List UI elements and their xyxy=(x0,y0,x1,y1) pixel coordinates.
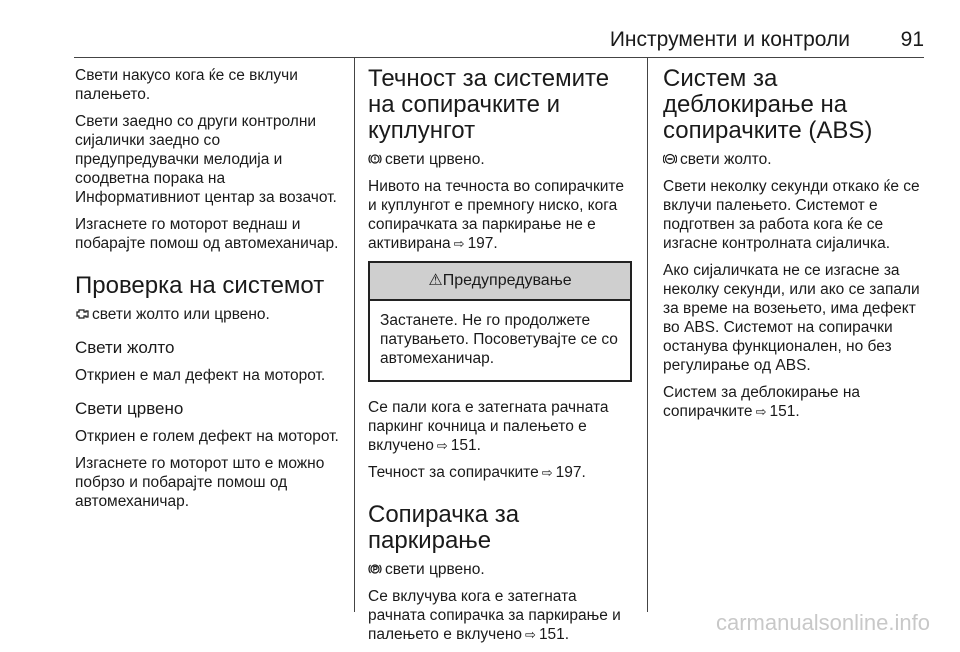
watermark: carmanualsonline.info xyxy=(715,610,930,635)
section-heading-parking-brake: Сопирачка за паркирање xyxy=(368,501,520,554)
page-reference-link[interactable]: 151. xyxy=(538,626,570,643)
column-1 xyxy=(75,66,345,519)
paragraph: Свети неколку секунди откако ќе се вклучи палењето. Системот е подготвен за работа кога ќе се изгасне контролната сијаличка. xyxy=(663,178,920,252)
section-heading-abs: Систем за деблокирање на сопирачките (ABS) xyxy=(663,65,873,144)
paragraph: Изгаснете го моторот што е можно побрзо и побарајте помош од автомеханичар. xyxy=(75,455,325,510)
warning-body xyxy=(370,301,630,380)
column-divider-2 xyxy=(647,58,648,612)
brake-fluid-reference-text: Течност за сопирачките xyxy=(368,464,539,481)
paragraph: Откриен е голем дефект на моторот. xyxy=(75,428,339,445)
warning-triangle-icon: ⚠ xyxy=(428,272,443,289)
page-reference-arrow-icon: ⇨ xyxy=(453,236,465,251)
warning-header xyxy=(370,263,630,301)
paragraph xyxy=(663,383,931,421)
section-heading-brake-fluid: Течност за системите на сопирачките и куплунгот xyxy=(368,65,610,144)
page-reference-arrow-icon: ⇨ xyxy=(541,465,553,480)
paragraph xyxy=(663,150,931,169)
abs-icon xyxy=(663,152,677,166)
paragraph xyxy=(368,463,632,482)
parking-brake-text: Се вклучува кога е затегната рачната сопирачка за паркирање и палењето е вклучено xyxy=(368,588,621,643)
paragraph xyxy=(368,177,632,253)
subheading-red: Свети црвено xyxy=(75,399,184,418)
warning-text: Застанете. Не го продолжете патувањето. Посоветувајте се со автомеханичар. xyxy=(380,312,618,367)
page-reference-link[interactable]: 151. xyxy=(450,437,481,454)
header-title: Инструменти и контроли xyxy=(609,28,850,51)
page-reference-link[interactable]: 197. xyxy=(467,235,498,252)
paragraph: Ако сијаличката не се изгасне за неколку секунди, или ако се запали за време на возењето, има дефект во ABS. Системот на сопирачки останува функционален, но без регулирање од ABS. xyxy=(663,262,920,374)
column-3 xyxy=(663,66,931,429)
page-reference-arrow-icon: ⇨ xyxy=(755,404,767,419)
brake-fluid-icon-text: свети црвено. xyxy=(385,151,485,168)
brake-fluid-text: Нивото на течноста во сопирачките и куплунгот е премногу ниско, кога сопирачката за паркирање не е активирана xyxy=(368,178,624,252)
page-reference-link[interactable]: 197. xyxy=(555,464,586,481)
paragraph xyxy=(368,398,632,455)
paragraph xyxy=(75,305,345,324)
page-header xyxy=(0,0,960,60)
header-rule xyxy=(74,57,924,58)
paragraph: Изгаснете го моторот веднаш и побарајте помош од автомеханичар. xyxy=(75,216,339,252)
page-reference-arrow-icon: ⇨ xyxy=(436,438,448,453)
page-reference-arrow-icon: ⇨ xyxy=(525,627,536,642)
paragraph xyxy=(368,587,632,644)
brake-fluid-icon xyxy=(368,152,382,166)
paragraph: Откриен е мал дефект на моторот. xyxy=(75,367,326,384)
paragraph: Свети накусо кога ќе се вклучи палењето. xyxy=(75,67,298,103)
paragraph xyxy=(368,150,632,169)
parking-brake-icon xyxy=(368,562,382,576)
abs-icon-text: свети жолто. xyxy=(680,151,772,168)
abs-reference-text: Систем за деблокирање на сопирачките xyxy=(663,384,861,420)
warning-box xyxy=(368,261,632,382)
page-number: 91 xyxy=(900,28,924,51)
column-divider-1 xyxy=(354,58,355,612)
page-reference-link[interactable]: 151. xyxy=(769,403,800,420)
paragraph: Свети заедно со други контролни сијалички заедно со предупредувачки мелодија и соодветна порака на Информативниот центар за возачот. xyxy=(75,113,337,206)
engine-check-icon xyxy=(75,307,89,321)
parking-brake-note: Се пали кога е затегната рачната паркинг кочница и палењето е вклучено xyxy=(368,399,609,454)
warning-title: Предупредување xyxy=(442,272,572,289)
section-heading-system-check: Проверка на системот xyxy=(75,272,325,299)
system-check-text: свети жолто или црвено. xyxy=(92,306,270,323)
paragraph xyxy=(368,560,632,579)
column-2 xyxy=(368,66,632,652)
subheading-yellow: Свети жолто xyxy=(75,338,175,357)
parking-brake-icon-text: свети црвено. xyxy=(385,561,485,578)
